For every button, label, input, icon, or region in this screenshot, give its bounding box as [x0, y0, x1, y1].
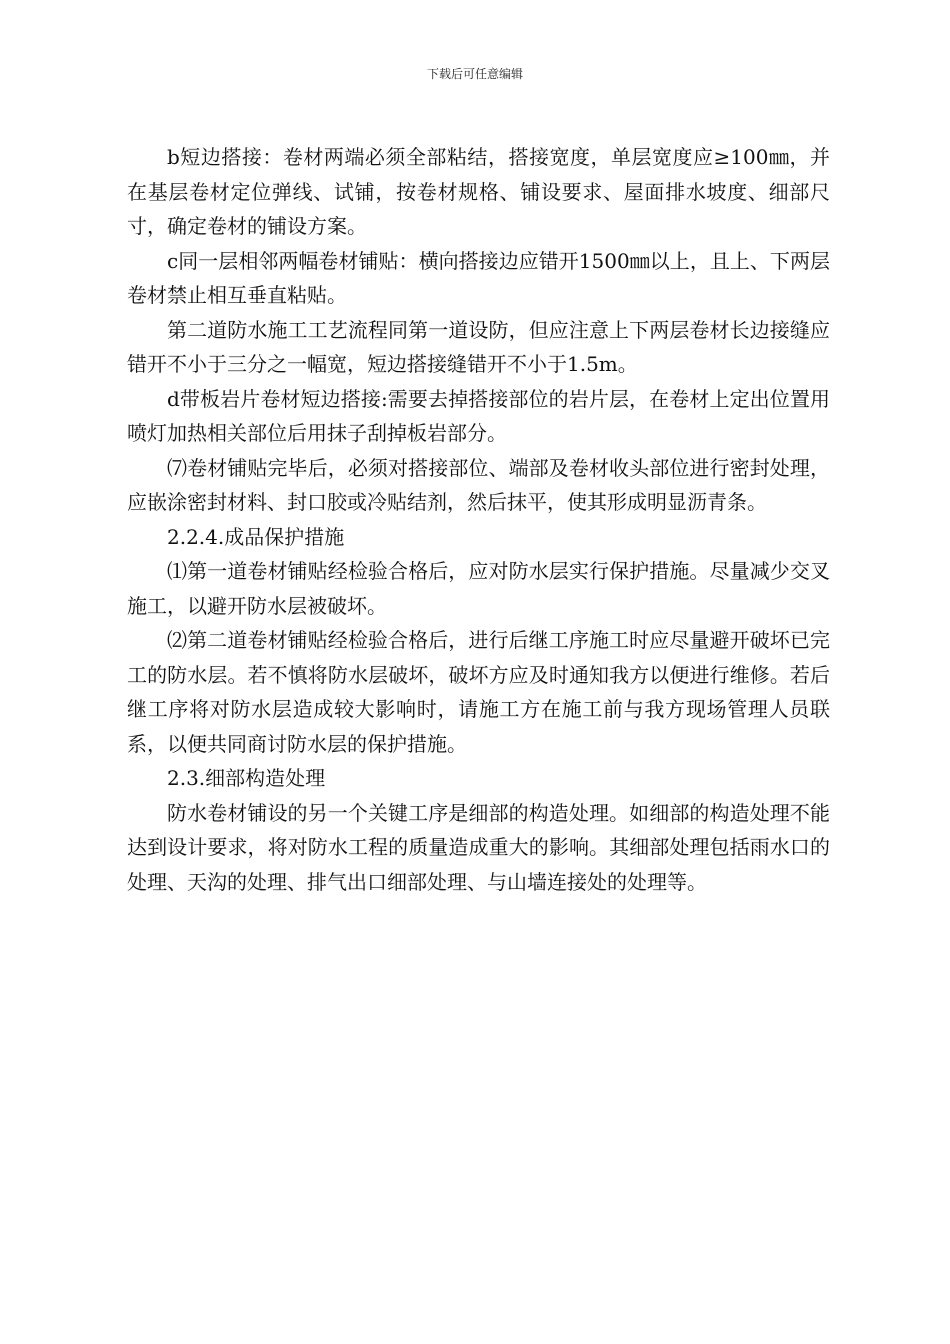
section-heading-details: 2.3.细部构造处理 — [167, 766, 326, 790]
paragraph-details: 防水卷材铺设的另一个关键工序是细部的构造处理。如细部的构造处理不能达到设计要求，将对防水工程的质量造成重大的影响。其细部处理包括雨水口的处理、天沟的处理、排气出口细部处理、与山墙连接处的处理等。 — [127, 800, 830, 894]
paragraph-protection-2: ⑵第二道卷材铺贴经检验合格后，进行后继工序施工时应尽量避开破坏已完工的防水层。若不慎将防水层破坏，破坏方应及时通知我方以便进行维修。若后继工序将对防水层造成较大影响时，请施工方在施工前与我方现场管理人员联系，以便共同商讨防水层的保护措施。 — [127, 628, 830, 756]
section-heading-protection: 2.2.4.成品保护措施 — [167, 524, 345, 549]
paragraph-adjacent-rolls: c同一层相邻两幅卷材铺贴：横向搭接边应错开1500㎜以上，且上、下两层卷材禁止相互垂直粘贴。 — [127, 248, 830, 307]
page-header: 下载后可任意编辑 — [426, 67, 523, 81]
document-body — [127, 140, 830, 899]
paragraph-sealing: ⑺卷材铺贴完毕后，必须对搭接部位、端部及卷材收头部位进行密封处理，应嵌涂密封材料、封口胶或冷贴结剂，然后抹平，使其形成明显沥青条。 — [127, 455, 830, 514]
paragraph-short-edge-lap: b短边搭接：卷材两端必须全部粘结，搭接宽度，单层宽度应≥100㎜，并在基层卷材定位弹线、试铺，按卷材规格、铺设要求、屋面排水坡度、细部尺寸，确定卷材的铺设方案。 — [127, 145, 830, 238]
paragraph-slate-lap: d带板岩片卷材短边搭接:需要去掉搭接部位的岩片层，在卷材上定出位置用喷灯加热相关部位后用抹子刮掉板岩部分。 — [127, 386, 830, 445]
paragraph-second-layer: 第二道防水施工工艺流程同第一道设防，但应注意上下两层卷材长边接缝应错开不小于三分之一幅宽，短边搭接缝错开不小于1.5m。 — [127, 317, 830, 376]
paragraph-protection-1: ⑴第一道卷材铺贴经检验合格后，应对防水层实行保护措施。尽量减少交叉施工，以避开防水层被破坏。 — [127, 559, 830, 618]
